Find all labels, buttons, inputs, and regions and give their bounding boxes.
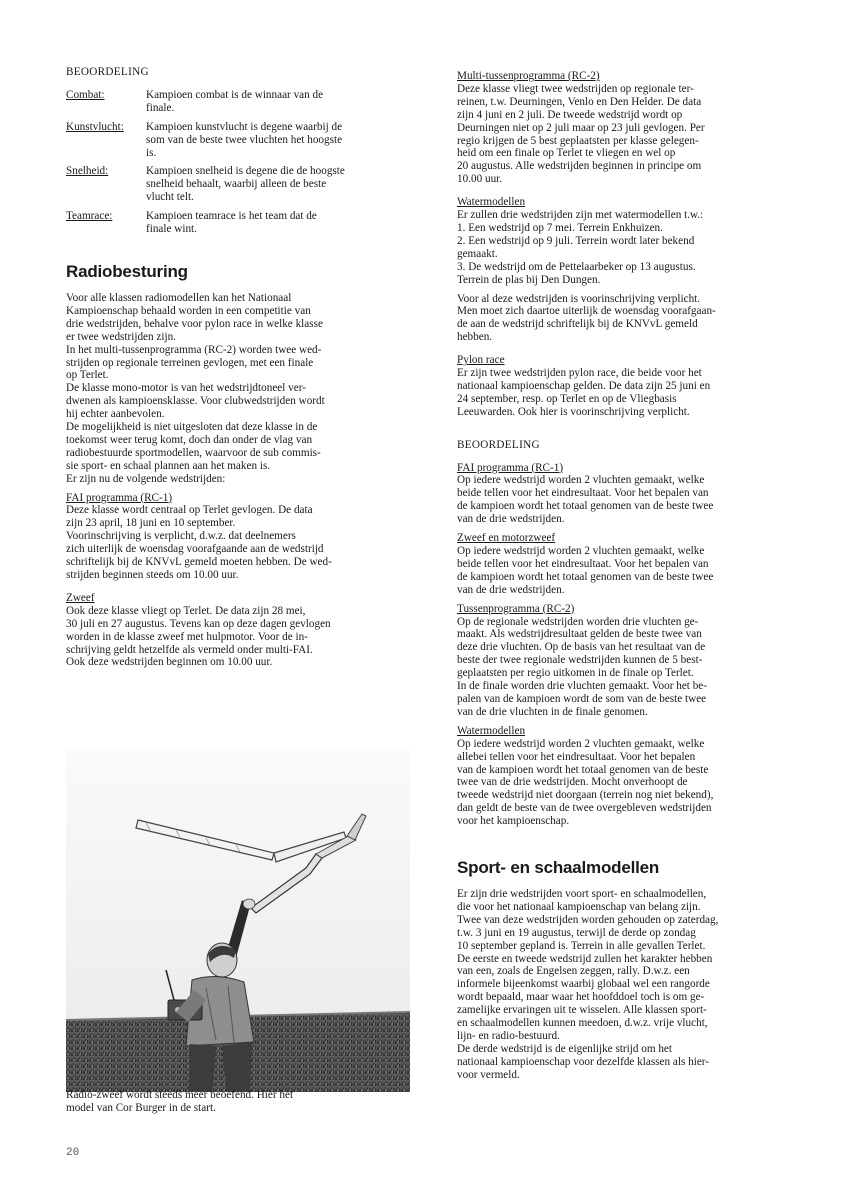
beoordeling-row-combat — [66, 89, 416, 115]
fai-programma-body: Deze klasse wordt centraal op Terlet gevlogen. De data zijn 23 april, 18 juni en 10 september. Voorinschrijving is verplicht, d.w.z. dat deelnemers zich uiterlijk de woensdag voorafgaande aan de wedstrijd schriftelijk bij de KNVvL gemeld moeten hebben. De wed- strijden beginnen steeds om 10.00 uur. — [66, 504, 332, 581]
beoordeling-term: Teamrace: — [66, 210, 113, 223]
subheading-beoordeling-watermodellen: Watermodellen — [457, 724, 526, 737]
subheading-watermodellen: Watermodellen — [457, 196, 526, 209]
beoordeling-zweef-body: Op iedere wedstrijd worden 2 vluchten gemaakt, welke beide tellen voor het eindresultaat. Voor het bepalen van de kampioen wordt het totaal genomen van de beste twee van de drie wedstrijden. — [457, 545, 714, 596]
subheading-zweef: Zweef — [66, 591, 95, 604]
subheading-beoordeling-zweef: Zweef en motorzweef — [457, 532, 556, 545]
subheading-beoordeling-tussenprogramma: Tussenprogramma (RC-2) — [457, 602, 575, 615]
beoordeling-row-teamrace — [66, 210, 416, 236]
beoordeling-watermodellen-body: Op iedere wedstrijd worden 2 vluchten gemaakt, welke allebei tellen voor het eindresultaat. Voor het bepalen van de kampioen wordt het totaal genomen van de beste twee van de drie wedstrijden. Mocht onverhoopt de tweede wedstrijd niet doorgaan (terrein nog niet bekend), dan geldt de beste van de twee overgebleven wedstrijden voor het kampioenschap. — [457, 737, 714, 828]
beoordeling-tussenprogramma-body: Op de regionale wedstrijden worden drie vluchten ge- maakt. Als wedstrijdresultaat gelden de beste twee van deze drie vluchten. Op de basis van het resultaat van de beste der twee regionale wedstrijden kunnen de 5 best- geplaatsten per regio uitkomen in de finale op Terlet. In de finale worden drie vluchten gemaakt. Voor het be- palen van de kampioen wordt de som van de beste twee van de drie vluchten in de finale genomen. — [457, 615, 707, 718]
multi-tussenprogramma-body: Deze klasse vliegt twee wedstrijden op regionale ter- reinen, t.w. Deurningen, Venlo en Den Helder. De data zijn 4 juni en 2 juli. De tweede wedstrijd wordt op Deurningen niet op 2 juli maar op 23 juli gevlogen. Per regio krijgen de 5 best geplaatsten per klasse gelegen- heid om een finale op Terlet te vliegen en wel op 20 augustus. Alle wedstrijden beginnen in principe om 10.00 uur. — [457, 82, 705, 186]
beoordeling-title-left: BEOORDELING — [66, 66, 149, 78]
beoordeling-fai-body: Op iedere wedstrijd worden 2 vluchten gemaakt, welke beide tellen voor het eindresultaat. Voor het bepalen van de kampioen wordt het totaal genomen van de beste twee van de drie wedstrijden. — [457, 474, 714, 526]
beoordeling-term: Combat: — [66, 88, 105, 101]
pylon-race-body: Er zijn twee wedstrijden pylon race, die beide voor het nationaal kampioenschap gelden. De data zijn 25 juni en 24 september, resp. op Terlet en op de Vliegbasis Leeuwarden. Ook hier is voorinschrijving verplicht. — [457, 367, 711, 418]
zweef-body: Ook deze klasse vliegt op Terlet. De data zijn 28 mei, 30 juli en 27 augustus. Tevens kan op deze dagen gevlogen worden in de klasse zweef met hulpmotor. Voor de in- schrijving geldt hetzelfde als vermeld onder multi-FAI. Ook deze wedstrijden beginnen om 10.00 uur. — [66, 604, 331, 669]
glider-launch-photo — [66, 750, 410, 1092]
beoordeling-definition: Kampioen snelheid is degene die de hoogste snelheid behaalt, waarbij alleen de beste vlucht telt. — [146, 165, 345, 204]
right-column — [457, 70, 807, 1082]
page-number: 20 — [66, 1147, 80, 1159]
section-heading-radiobesturing: Radiobesturing — [66, 261, 188, 281]
beoordeling-title-right: BEOORDELING — [457, 438, 540, 451]
beoordeling-definition: Kampioen kunstvlucht is degene waarbij de som van de beste twee vluchten het hoogste is. — [146, 120, 343, 159]
beoordeling-term: Snelheid: — [66, 165, 109, 178]
subheading-fai-programma: FAI programma (RC-1) — [66, 491, 173, 504]
subheading-beoordeling-fai: FAI programma (RC-1) — [457, 461, 564, 474]
beoordeling-row-snelheid — [66, 165, 416, 204]
beoordeling-definition: Kampioen combat is de winnaar van de finale. — [146, 88, 324, 114]
left-column — [66, 66, 416, 669]
watermodellen-voorinschrijving: Voor al deze wedstrijden is voorinschrijving verplicht. Men moet zich daartoe uiterlijk de woensdag voorafgaan- de aan de wedstrijd schriftelijk bij de KNVvL gemeld hebben. — [457, 292, 716, 344]
beoordeling-definition: Kampioen teamrace is het team dat de finale wint. — [146, 210, 317, 236]
subheading-multi-tussenprogramma: Multi-tussenprogramma (RC-2) — [457, 70, 600, 82]
watermodellen-list: Er zullen drie wedstrijden zijn met watermodellen t.w.: 1. Een wedstrijd op 7 mei. Terrein Enkhuizen. 2. Een wedstrijd op 9 juli. Terrein wordt later bekend gemaakt. 3. De wedstrijd om de Pettelaarbeker op 13 augustus. Terrein de plas bij Den Dungen. — [457, 209, 704, 286]
beoordeling-term: Kunstvlucht: — [66, 120, 124, 133]
subheading-pylon-race: Pylon race — [457, 354, 505, 367]
photo-caption: Radio-zweef wordt steeds meer beoefend. Hier het model van Cor Burger in de start. — [66, 1089, 294, 1114]
section-heading-sport-schaalmodellen: Sport- en schaalmodellen — [457, 858, 660, 878]
beoordeling-row-kunstvlucht — [66, 121, 416, 160]
sport-schaalmodellen-body: Er zijn drie wedstrijden voort sport- en schaalmodellen, die voor het nationaal kampioenschap van belang zijn. Twee van deze wedstrijden worden gehouden op zaterdag, t.w. 3 juni en 19 augustus, terwijl de derde op zondag 10 september gepland is. Terrein in alle gevallen Terlet. De eerste en tweede wedstrijd zullen het karakter hebben van een, zoals de Engelsen zeggen, rally. D.w.z. een informele bijeenkomst waarbij globaal wel een rangorde wordt bepaald, maar waar het hoofddoel toch is om ge- zamelijke ervaringen uit te wisselen. Alle klassen sport- en schaalmodellen kunnen meedoen, d.w.z. vrije vlucht, lijn- en radio-bestuurd. De derde wedstrijd is de eigenlijke strijd om het nationaal kampioenschap voor dezelfde klassen als hier- voor vermeld. — [457, 888, 719, 1081]
radiobesturing-body: Voor alle klassen radiomodellen kan het Nationaal Kampioenschap behaald worden in een competitie van drie wedstrijden, behalve voor pylon race in welke klasse er twee wedstrijden zijn. In het multi-tussenprogramma (RC-2) worden twee wed- strijden op regionale terreinen gevlogen, met een finale op Terlet. De klasse mono-motor is van het wedstrijdtoneel ver- dwenen als kampioensklasse. Voor clubwedstrijden wordt hij echter aanbevolen. De mogelijkheid is niet uitgesloten dat deze klasse in de toekomst weer terug komt, doch dan onder de vlag van radiobestuurde sportmodellen, waarvoor de sub commis- sie sport- en schaal plannen aan het maken is. Er zijn nu de volgende wedstrijden: — [66, 291, 325, 485]
